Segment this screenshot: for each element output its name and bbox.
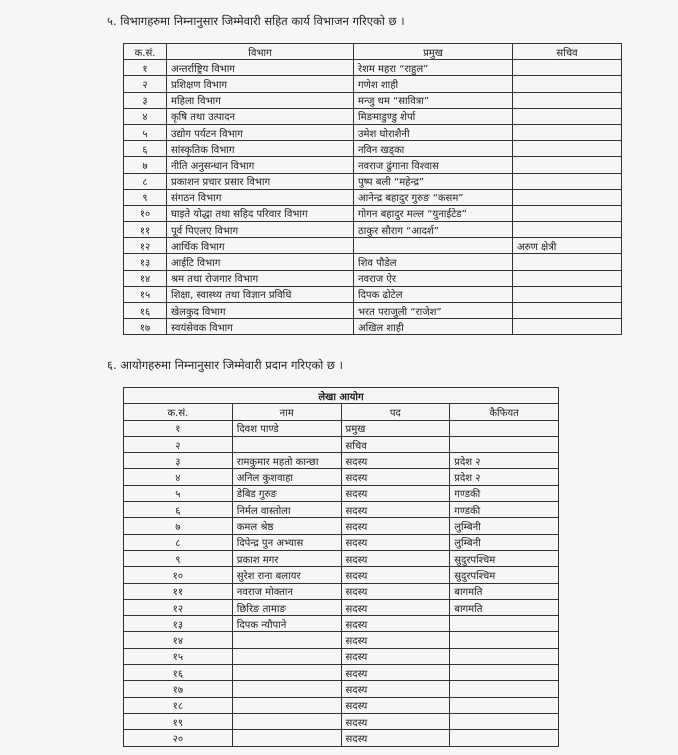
table-cell: सदस्य	[341, 453, 450, 469]
table-cell: प्रशिक्षण विभाग	[167, 76, 354, 92]
table-row	[124, 222, 622, 238]
table-cell: सांस्कृतिक विभाग	[167, 141, 354, 157]
table-cell: १३	[124, 616, 233, 632]
table-cell	[232, 697, 341, 713]
table-row	[124, 502, 559, 518]
table-cell: ९	[124, 189, 167, 205]
table-cell: १	[124, 420, 233, 436]
table-cell: गण्डकी	[450, 485, 559, 501]
table-cell: १५	[124, 648, 233, 664]
table-row	[124, 157, 622, 173]
table-cell: ५	[124, 485, 233, 501]
table-cell	[513, 319, 622, 335]
table-row	[124, 189, 622, 205]
table-cell: प्रकाश मगर	[232, 550, 341, 566]
table-cell	[450, 665, 559, 681]
table-cell: सदस्य	[341, 730, 450, 746]
table-cell	[513, 205, 622, 221]
table-cell: सदस्य	[341, 550, 450, 566]
col-department: विभाग	[167, 44, 354, 60]
table-cell	[450, 713, 559, 729]
table-cell: प्रमुख	[341, 420, 450, 436]
table-cell: १०	[124, 205, 167, 221]
table-row	[124, 108, 622, 124]
table-cell: बागमति	[450, 599, 559, 615]
table-cell	[513, 108, 622, 124]
table-cell: सुदुरपश्चिम	[450, 567, 559, 583]
table-cell: रेशम महरा “राहुल”	[354, 60, 513, 76]
table-cell: लुम्बिनी	[450, 534, 559, 550]
table-row	[124, 648, 559, 664]
table-header-row	[124, 404, 559, 420]
table-row	[124, 173, 622, 189]
table-cell	[450, 730, 559, 746]
table-cell: सुदुरपश्चिम	[450, 550, 559, 566]
table-cell: भरत पराजुली “राजेश”	[354, 303, 513, 319]
table-cell	[232, 632, 341, 648]
table-cell: डेबिड गुरुङ	[232, 485, 341, 501]
table-cell: सदस्य	[341, 632, 450, 648]
table-cell: सुरेश राना बलायर	[232, 567, 341, 583]
table-cell	[232, 665, 341, 681]
table-cell: उद्योग पर्यटन विभाग	[167, 124, 354, 140]
table-cell: सदस्य	[341, 599, 450, 615]
table-cell: १७	[124, 681, 233, 697]
col-serial: क.सं.	[124, 404, 233, 420]
table-cell	[232, 730, 341, 746]
table-cell: घाइते योद्धा तथा सहिद परिवार विभाग	[167, 205, 354, 221]
table-cell	[513, 254, 622, 270]
table-cell: शिक्षा, स्वास्थ्य तथा विज्ञान प्रविधि	[167, 286, 354, 302]
table-cell: गण्डकी	[450, 502, 559, 518]
table-cell	[450, 632, 559, 648]
col-position: पद	[341, 404, 450, 420]
table-row	[124, 713, 559, 729]
table-row	[124, 697, 559, 713]
table-row	[124, 550, 559, 566]
table-header-row	[124, 44, 622, 60]
table-cell: ६	[124, 502, 233, 518]
table-cell: ७	[124, 157, 167, 173]
table-row	[124, 303, 622, 319]
table-cell: गणेश शाही	[354, 76, 513, 92]
table-cell: १५	[124, 286, 167, 302]
table-cell	[513, 76, 622, 92]
table-cell: ८	[124, 173, 167, 189]
table-cell: १८	[124, 697, 233, 713]
table-cell	[232, 713, 341, 729]
table-cell: १	[124, 60, 167, 76]
table-cell: बागमति	[450, 583, 559, 599]
table-row	[124, 319, 622, 335]
table-row	[124, 254, 622, 270]
table-cell: प्रदेश २	[450, 453, 559, 469]
table-cell: गोगन बहादुर मल्ल “युनाईटेड”	[354, 205, 513, 221]
departments-table	[123, 43, 622, 335]
table-cell	[232, 681, 341, 697]
table-cell: सदस्य	[341, 485, 450, 501]
table-cell	[513, 222, 622, 238]
table-row	[124, 616, 559, 632]
table-cell	[513, 157, 622, 173]
table-cell: कृषि तथा उत्पादन	[167, 108, 354, 124]
table-row	[124, 599, 559, 615]
table-row	[124, 518, 559, 534]
table-cell	[513, 124, 622, 140]
table-cell	[513, 303, 622, 319]
table-row	[124, 632, 559, 648]
col-secretary: सचिव	[513, 44, 622, 60]
table-cell: अन्तर्राष्ट्रिय विभाग	[167, 60, 354, 76]
table-cell: ३	[124, 453, 233, 469]
table-cell: ६	[124, 141, 167, 157]
table-cell: महिला विभाग	[167, 92, 354, 108]
table-row	[124, 76, 622, 92]
section-6-heading: ६. आयोगहरुमा निम्नानुसार जिम्मेवारी प्रदान गरिएको छ ।	[107, 358, 344, 372]
table-cell: नवराज ऐर	[354, 270, 513, 286]
table-cell: नवराज ढुंगाना विश्वास	[354, 157, 513, 173]
table-row	[124, 730, 559, 746]
table-cell: स्वयंसेवक विभाग	[167, 319, 354, 335]
table-cell	[513, 270, 622, 286]
table-row	[124, 92, 622, 108]
table-cell: आर्थिक विभाग	[167, 238, 354, 254]
table-cell: लुम्बिनी	[450, 518, 559, 534]
table-cell: सदस्य	[341, 518, 450, 534]
table-cell: १३	[124, 254, 167, 270]
col-name: नाम	[232, 404, 341, 420]
table-cell: ३	[124, 92, 167, 108]
table-cell: रामकुमार महतो कान्छा	[232, 453, 341, 469]
table-cell: सदस्य	[341, 697, 450, 713]
table-row	[124, 286, 622, 302]
col-chief: प्रमुख	[354, 44, 513, 60]
table-cell: २	[124, 76, 167, 92]
table-cell: निर्मल वास्तोला	[232, 502, 341, 518]
table-row	[124, 485, 559, 501]
table-cell	[232, 436, 341, 452]
table-row	[124, 681, 559, 697]
table-cell: ९	[124, 550, 233, 566]
table-cell: सदस्य	[341, 469, 450, 485]
table-cell: आनेन्द्र बहादुर गुरुङ “कसम”	[354, 189, 513, 205]
table-cell	[450, 648, 559, 664]
table-cell: नीति अनुसन्धान विभाग	[167, 157, 354, 173]
table-cell: ४	[124, 469, 233, 485]
table-cell: दिवश पाण्डे	[232, 420, 341, 436]
table-row	[124, 583, 559, 599]
table-cell: आईटि विभाग	[167, 254, 354, 270]
table-cell: १६	[124, 303, 167, 319]
table-cell: सदस्य	[341, 681, 450, 697]
table-cell: छिरिङ तामाङ	[232, 599, 341, 615]
table-cell	[450, 436, 559, 452]
table-cell: अनिल कुशवाहा	[232, 469, 341, 485]
table-cell: २०	[124, 730, 233, 746]
table-row	[124, 567, 559, 583]
table-cell: पुष्प बली “महेन्द्र”	[354, 173, 513, 189]
table-cell	[513, 189, 622, 205]
table-cell: अरुण क्षेत्री	[513, 238, 622, 254]
table-cell: १४	[124, 270, 167, 286]
table-cell	[513, 92, 622, 108]
table-cell	[450, 697, 559, 713]
table-cell: नविन खड्का	[354, 141, 513, 157]
table-cell: ११	[124, 222, 167, 238]
table-cell: उमेश घोराशैनी	[354, 124, 513, 140]
table-row	[124, 124, 622, 140]
table-cell: ८	[124, 534, 233, 550]
table-cell: मन्जु थम “सावित्रा”	[354, 92, 513, 108]
table-row	[124, 205, 622, 221]
table-cell: दिपक ढोटेल	[354, 286, 513, 302]
table-row	[124, 436, 559, 452]
table-cell	[450, 420, 559, 436]
accounts-commission-table	[123, 387, 559, 747]
table-row	[124, 238, 622, 254]
table-row	[124, 141, 622, 157]
table-cell: सदस्य	[341, 502, 450, 518]
table-row	[124, 270, 622, 286]
table-cell: संगठन विभाग	[167, 189, 354, 205]
table-row	[124, 453, 559, 469]
table-cell: सचिव	[341, 436, 450, 452]
table-cell: सदस्य	[341, 713, 450, 729]
table-row	[124, 60, 622, 76]
table-cell: १४	[124, 632, 233, 648]
table-cell: सदस्य	[341, 616, 450, 632]
table-cell: सदस्य	[341, 665, 450, 681]
section-5-heading: ५. विभागहरुमा निम्नानुसार जिम्मेवारी सहित कार्य विभाजन गरिएको छ ।	[107, 14, 405, 28]
table-cell: २	[124, 436, 233, 452]
table-cell	[513, 286, 622, 302]
table-cell: श्रम तथा रोजगार विभाग	[167, 270, 354, 286]
table-cell	[232, 648, 341, 664]
table-cell: ५	[124, 124, 167, 140]
table-cell	[513, 60, 622, 76]
table-cell: ७	[124, 518, 233, 534]
table-cell: ठाकुर सौराग “आदर्श”	[354, 222, 513, 238]
table-row	[124, 534, 559, 550]
table-cell: ४	[124, 108, 167, 124]
table-cell: प्रदेश २	[450, 469, 559, 485]
table-row	[124, 420, 559, 436]
table-cell: सदस्य	[341, 567, 450, 583]
table-cell: अखिल शाही	[354, 319, 513, 335]
table-cell: प्रकाशन प्रचार प्रसार विभाग	[167, 173, 354, 189]
table-cell: नवराज मोक्तान	[232, 583, 341, 599]
table-cell: दिपक न्यौपाने	[232, 616, 341, 632]
table-cell: मिङमाडुण्डु शेर्पा	[354, 108, 513, 124]
table-cell	[450, 616, 559, 632]
table-cell	[513, 173, 622, 189]
table-cell: १२	[124, 599, 233, 615]
col-serial: क.सं.	[124, 44, 167, 60]
table-cell: ११	[124, 583, 233, 599]
table-cell: १७	[124, 319, 167, 335]
table-row	[124, 665, 559, 681]
col-remarks: कैफियत	[450, 404, 559, 420]
table-title-row	[124, 388, 559, 404]
table-cell	[354, 238, 513, 254]
table-cell: कमल श्रेष्ठ	[232, 518, 341, 534]
table-cell: १०	[124, 567, 233, 583]
table-cell	[513, 141, 622, 157]
table-cell: सदस्य	[341, 534, 450, 550]
table-cell: १२	[124, 238, 167, 254]
table-cell: १६	[124, 665, 233, 681]
table-title: लेखा आयोग	[124, 388, 559, 404]
table-cell: शिव पौडेल	[354, 254, 513, 270]
table-cell: दिपेन्द्र पुन अभ्यास	[232, 534, 341, 550]
table-cell: १९	[124, 713, 233, 729]
table-cell	[450, 681, 559, 697]
table-cell: पूर्व पिएलए विभाग	[167, 222, 354, 238]
table-cell: खेलकुद विभाग	[167, 303, 354, 319]
table-row	[124, 469, 559, 485]
table-cell: सदस्य	[341, 648, 450, 664]
table-cell: सदस्य	[341, 583, 450, 599]
